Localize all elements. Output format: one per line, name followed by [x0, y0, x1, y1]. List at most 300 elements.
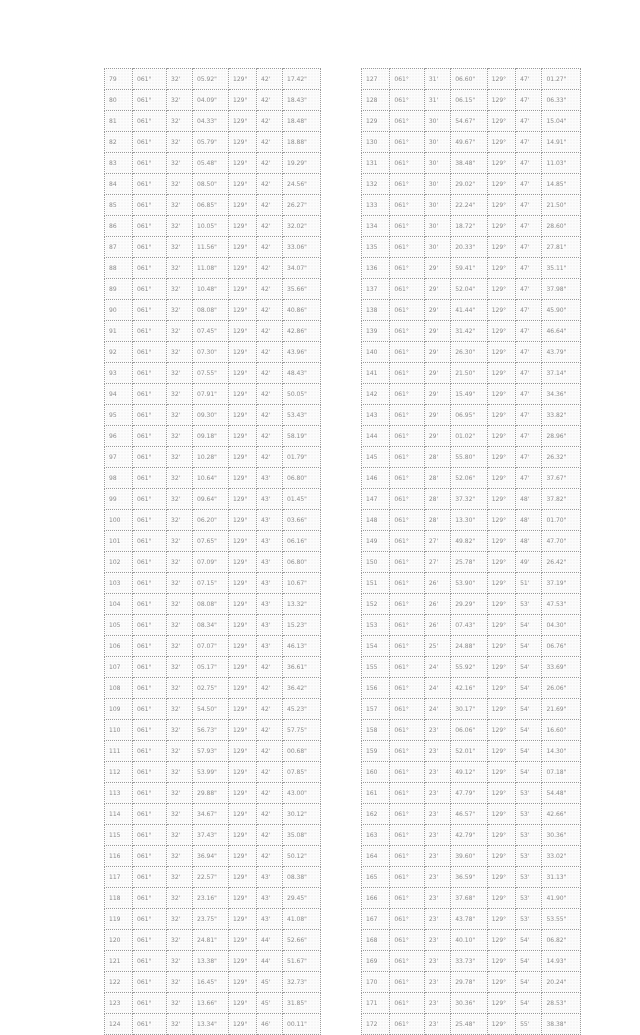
longitude-minutes-cell: 28' [424, 510, 450, 531]
point-number-cell: 132 [362, 174, 390, 195]
table-row [362, 636, 581, 657]
latitude-minutes-cell: 42' [257, 405, 283, 426]
longitude-degrees-cell: 061° [133, 489, 167, 510]
latitude-minutes-cell: 42' [257, 825, 283, 846]
point-number-cell: 151 [362, 573, 390, 594]
table-row [362, 531, 581, 552]
longitude-seconds-cell: 22.24" [451, 195, 488, 216]
latitude-minutes-cell: 42' [257, 804, 283, 825]
point-number-cell: 118 [105, 888, 133, 909]
longitude-seconds-cell: 08.08" [193, 594, 229, 615]
longitude-minutes-cell: 32' [167, 258, 193, 279]
point-number-cell: 143 [362, 405, 390, 426]
longitude-degrees-cell: 061° [133, 783, 167, 804]
latitude-minutes-cell: 47' [516, 90, 542, 111]
latitude-minutes-cell: 48' [516, 510, 542, 531]
longitude-degrees-cell: 061° [133, 573, 167, 594]
longitude-seconds-cell: 06.06" [451, 720, 488, 741]
longitude-seconds-cell: 29.29" [451, 594, 488, 615]
point-number-cell: 119 [105, 909, 133, 930]
table-row [105, 699, 321, 720]
table-row [105, 363, 321, 384]
longitude-minutes-cell: 29' [424, 321, 450, 342]
longitude-seconds-cell: 25.48" [451, 1014, 488, 1035]
latitude-degrees-cell: 129° [487, 531, 515, 552]
latitude-degrees-cell: 129° [229, 279, 257, 300]
longitude-minutes-cell: 27' [424, 552, 450, 573]
longitude-degrees-cell: 061° [133, 195, 167, 216]
longitude-seconds-cell: 06.15" [451, 90, 488, 111]
longitude-degrees-cell: 061° [390, 825, 424, 846]
table-row [105, 615, 321, 636]
table-row [105, 783, 321, 804]
table-row [362, 804, 581, 825]
latitude-degrees-cell: 129° [487, 363, 515, 384]
latitude-degrees-cell: 129° [487, 510, 515, 531]
latitude-degrees-cell: 129° [229, 195, 257, 216]
latitude-minutes-cell: 47' [516, 132, 542, 153]
longitude-seconds-cell: 11.08" [193, 258, 229, 279]
longitude-minutes-cell: 23' [424, 762, 450, 783]
latitude-seconds-cell: 08.38" [283, 867, 321, 888]
table-row [362, 699, 581, 720]
latitude-degrees-cell: 129° [229, 384, 257, 405]
point-number-cell: 117 [105, 867, 133, 888]
point-number-cell: 127 [362, 69, 390, 90]
latitude-degrees-cell: 129° [229, 825, 257, 846]
longitude-seconds-cell: 33.73" [451, 951, 488, 972]
latitude-minutes-cell: 54' [516, 657, 542, 678]
latitude-minutes-cell: 54' [516, 741, 542, 762]
latitude-seconds-cell: 53.43" [283, 405, 321, 426]
longitude-minutes-cell: 32' [167, 993, 193, 1014]
latitude-seconds-cell: 38.38" [542, 1014, 581, 1035]
point-number-cell: 169 [362, 951, 390, 972]
longitude-minutes-cell: 32' [167, 510, 193, 531]
table-row [105, 972, 321, 993]
longitude-degrees-cell: 061° [390, 321, 424, 342]
longitude-seconds-cell: 23.16" [193, 888, 229, 909]
latitude-seconds-cell: 18.88" [283, 132, 321, 153]
longitude-seconds-cell: 09.18" [193, 426, 229, 447]
table-row [105, 384, 321, 405]
latitude-seconds-cell: 50.05" [283, 384, 321, 405]
latitude-seconds-cell: 48.43" [283, 363, 321, 384]
latitude-minutes-cell: 47' [516, 279, 542, 300]
latitude-degrees-cell: 129° [229, 153, 257, 174]
point-number-cell: 104 [105, 594, 133, 615]
longitude-seconds-cell: 30.36" [451, 993, 488, 1014]
longitude-seconds-cell: 25.78" [451, 552, 488, 573]
longitude-minutes-cell: 32' [167, 321, 193, 342]
longitude-degrees-cell: 061° [133, 363, 167, 384]
table-row [362, 363, 581, 384]
table-row [105, 489, 321, 510]
longitude-degrees-cell: 061° [390, 195, 424, 216]
latitude-minutes-cell: 42' [257, 258, 283, 279]
point-number-cell: 100 [105, 510, 133, 531]
latitude-seconds-cell: 53.55" [542, 909, 581, 930]
longitude-degrees-cell: 061° [133, 426, 167, 447]
latitude-degrees-cell: 129° [487, 237, 515, 258]
point-number-cell: 123 [105, 993, 133, 1014]
latitude-degrees-cell: 129° [487, 195, 515, 216]
longitude-seconds-cell: 04.33" [193, 111, 229, 132]
table-row [362, 930, 581, 951]
longitude-degrees-cell: 061° [133, 90, 167, 111]
longitude-minutes-cell: 27' [424, 531, 450, 552]
latitude-minutes-cell: 54' [516, 699, 542, 720]
point-number-cell: 94 [105, 384, 133, 405]
latitude-degrees-cell: 129° [487, 993, 515, 1014]
longitude-minutes-cell: 32' [167, 405, 193, 426]
latitude-seconds-cell: 51.67" [283, 951, 321, 972]
longitude-degrees-cell: 061° [390, 531, 424, 552]
latitude-minutes-cell: 53' [516, 594, 542, 615]
point-number-cell: 120 [105, 930, 133, 951]
latitude-seconds-cell: 18.48" [283, 111, 321, 132]
longitude-minutes-cell: 32' [167, 132, 193, 153]
latitude-seconds-cell: 36.61" [283, 657, 321, 678]
latitude-degrees-cell: 129° [229, 69, 257, 90]
latitude-degrees-cell: 129° [229, 741, 257, 762]
longitude-degrees-cell: 061° [390, 720, 424, 741]
point-number-cell: 163 [362, 825, 390, 846]
longitude-seconds-cell: 08.08" [193, 300, 229, 321]
latitude-minutes-cell: 47' [516, 258, 542, 279]
longitude-degrees-cell: 061° [390, 111, 424, 132]
point-number-cell: 80 [105, 90, 133, 111]
longitude-minutes-cell: 30' [424, 111, 450, 132]
latitude-minutes-cell: 42' [257, 342, 283, 363]
latitude-minutes-cell: 42' [257, 174, 283, 195]
longitude-degrees-cell: 061° [133, 342, 167, 363]
point-number-cell: 89 [105, 279, 133, 300]
latitude-minutes-cell: 42' [257, 762, 283, 783]
point-number-cell: 135 [362, 237, 390, 258]
longitude-seconds-cell: 38.48" [451, 153, 488, 174]
latitude-degrees-cell: 129° [229, 552, 257, 573]
latitude-minutes-cell: 46' [257, 1014, 283, 1035]
longitude-minutes-cell: 32' [167, 384, 193, 405]
latitude-degrees-cell: 129° [229, 363, 257, 384]
longitude-minutes-cell: 32' [167, 300, 193, 321]
point-number-cell: 157 [362, 699, 390, 720]
longitude-seconds-cell: 22.57" [193, 867, 229, 888]
latitude-seconds-cell: 50.12" [283, 846, 321, 867]
longitude-minutes-cell: 24' [424, 678, 450, 699]
point-number-cell: 140 [362, 342, 390, 363]
latitude-seconds-cell: 15.04" [542, 111, 581, 132]
latitude-degrees-cell: 129° [229, 489, 257, 510]
latitude-degrees-cell: 129° [487, 825, 515, 846]
latitude-degrees-cell: 129° [487, 636, 515, 657]
latitude-degrees-cell: 129° [487, 783, 515, 804]
longitude-seconds-cell: 10.28" [193, 447, 229, 468]
table-row [362, 237, 581, 258]
longitude-minutes-cell: 32' [167, 447, 193, 468]
latitude-seconds-cell: 29.45" [283, 888, 321, 909]
point-number-cell: 130 [362, 132, 390, 153]
latitude-degrees-cell: 129° [487, 342, 515, 363]
longitude-minutes-cell: 32' [167, 195, 193, 216]
longitude-degrees-cell: 061° [133, 447, 167, 468]
latitude-degrees-cell: 129° [487, 846, 515, 867]
longitude-seconds-cell: 18.72" [451, 216, 488, 237]
latitude-seconds-cell: 43.79" [542, 342, 581, 363]
latitude-minutes-cell: 42' [257, 300, 283, 321]
longitude-minutes-cell: 29' [424, 258, 450, 279]
longitude-degrees-cell: 061° [390, 237, 424, 258]
latitude-seconds-cell: 06.80" [283, 552, 321, 573]
table-row [362, 594, 581, 615]
longitude-minutes-cell: 26' [424, 594, 450, 615]
table-row [105, 930, 321, 951]
latitude-minutes-cell: 54' [516, 930, 542, 951]
longitude-minutes-cell: 32' [167, 153, 193, 174]
latitude-degrees-cell: 129° [487, 1014, 515, 1035]
latitude-degrees-cell: 129° [229, 720, 257, 741]
latitude-seconds-cell: 03.66" [283, 510, 321, 531]
latitude-seconds-cell: 06.80" [283, 468, 321, 489]
latitude-degrees-cell: 129° [229, 594, 257, 615]
longitude-seconds-cell: 56.73" [193, 720, 229, 741]
longitude-seconds-cell: 47.79" [451, 783, 488, 804]
point-number-cell: 106 [105, 636, 133, 657]
point-number-cell: 116 [105, 846, 133, 867]
longitude-degrees-cell: 061° [390, 741, 424, 762]
latitude-seconds-cell: 30.36" [542, 825, 581, 846]
longitude-seconds-cell: 34.67" [193, 804, 229, 825]
table-row [362, 972, 581, 993]
longitude-degrees-cell: 061° [133, 909, 167, 930]
latitude-seconds-cell: 37.98" [542, 279, 581, 300]
latitude-seconds-cell: 35.11" [542, 258, 581, 279]
latitude-degrees-cell: 129° [487, 174, 515, 195]
latitude-degrees-cell: 129° [487, 909, 515, 930]
longitude-degrees-cell: 061° [390, 699, 424, 720]
latitude-degrees-cell: 129° [487, 615, 515, 636]
point-number-cell: 109 [105, 699, 133, 720]
latitude-seconds-cell: 52.66" [283, 930, 321, 951]
longitude-degrees-cell: 061° [390, 258, 424, 279]
point-number-cell: 154 [362, 636, 390, 657]
longitude-degrees-cell: 061° [133, 951, 167, 972]
table-row [362, 132, 581, 153]
latitude-degrees-cell: 129° [229, 615, 257, 636]
longitude-minutes-cell: 25' [424, 636, 450, 657]
table-row [105, 657, 321, 678]
longitude-seconds-cell: 07.91" [193, 384, 229, 405]
longitude-seconds-cell: 39.60" [451, 846, 488, 867]
latitude-minutes-cell: 54' [516, 678, 542, 699]
latitude-minutes-cell: 43' [257, 552, 283, 573]
table-row [362, 279, 581, 300]
longitude-degrees-cell: 061° [133, 174, 167, 195]
point-number-cell: 84 [105, 174, 133, 195]
point-number-cell: 171 [362, 993, 390, 1014]
latitude-degrees-cell: 129° [229, 657, 257, 678]
latitude-minutes-cell: 43' [257, 615, 283, 636]
latitude-seconds-cell: 16.60" [542, 720, 581, 741]
point-number-cell: 86 [105, 216, 133, 237]
table-row [362, 825, 581, 846]
latitude-seconds-cell: 47.70" [542, 531, 581, 552]
latitude-degrees-cell: 129° [487, 321, 515, 342]
latitude-minutes-cell: 48' [516, 531, 542, 552]
coordinate-table-right-body [362, 69, 581, 1035]
longitude-minutes-cell: 30' [424, 153, 450, 174]
table-row [105, 720, 321, 741]
latitude-minutes-cell: 42' [257, 741, 283, 762]
point-number-cell: 95 [105, 405, 133, 426]
latitude-seconds-cell: 01.79" [283, 447, 321, 468]
point-number-cell: 147 [362, 489, 390, 510]
longitude-seconds-cell: 09.64" [193, 489, 229, 510]
longitude-degrees-cell: 061° [390, 174, 424, 195]
longitude-seconds-cell: 29.88" [193, 783, 229, 804]
latitude-seconds-cell: 19.29" [283, 153, 321, 174]
longitude-seconds-cell: 01.02" [451, 426, 488, 447]
latitude-minutes-cell: 43' [257, 468, 283, 489]
longitude-minutes-cell: 23' [424, 951, 450, 972]
latitude-degrees-cell: 129° [229, 321, 257, 342]
latitude-minutes-cell: 42' [257, 363, 283, 384]
latitude-minutes-cell: 43' [257, 594, 283, 615]
latitude-degrees-cell: 129° [487, 216, 515, 237]
latitude-degrees-cell: 129° [229, 405, 257, 426]
longitude-degrees-cell: 061° [390, 783, 424, 804]
longitude-minutes-cell: 32' [167, 279, 193, 300]
longitude-seconds-cell: 04.09" [193, 90, 229, 111]
point-number-cell: 152 [362, 594, 390, 615]
longitude-degrees-cell: 061° [390, 468, 424, 489]
longitude-seconds-cell: 06.95" [451, 405, 488, 426]
latitude-seconds-cell: 26.06" [542, 678, 581, 699]
latitude-minutes-cell: 43' [257, 510, 283, 531]
latitude-minutes-cell: 42' [257, 279, 283, 300]
longitude-seconds-cell: 53.99" [193, 762, 229, 783]
latitude-minutes-cell: 43' [257, 489, 283, 510]
latitude-degrees-cell: 129° [487, 300, 515, 321]
latitude-degrees-cell: 129° [487, 867, 515, 888]
longitude-degrees-cell: 061° [390, 510, 424, 531]
latitude-degrees-cell: 129° [487, 699, 515, 720]
longitude-degrees-cell: 061° [390, 594, 424, 615]
latitude-seconds-cell: 14.85" [542, 174, 581, 195]
latitude-minutes-cell: 42' [257, 657, 283, 678]
longitude-seconds-cell: 05.92" [193, 69, 229, 90]
longitude-minutes-cell: 23' [424, 909, 450, 930]
latitude-seconds-cell: 14.93" [542, 951, 581, 972]
point-number-cell: 91 [105, 321, 133, 342]
longitude-seconds-cell: 10.48" [193, 279, 229, 300]
table-row [105, 846, 321, 867]
point-number-cell: 128 [362, 90, 390, 111]
longitude-minutes-cell: 32' [167, 552, 193, 573]
longitude-degrees-cell: 061° [390, 447, 424, 468]
table-row [362, 384, 581, 405]
longitude-seconds-cell: 23.75" [193, 909, 229, 930]
point-number-cell: 99 [105, 489, 133, 510]
longitude-seconds-cell: 37.43" [193, 825, 229, 846]
latitude-minutes-cell: 47' [516, 447, 542, 468]
longitude-minutes-cell: 32' [167, 489, 193, 510]
point-number-cell: 141 [362, 363, 390, 384]
longitude-minutes-cell: 23' [424, 1014, 450, 1035]
longitude-minutes-cell: 29' [424, 279, 450, 300]
longitude-degrees-cell: 061° [390, 300, 424, 321]
longitude-minutes-cell: 28' [424, 489, 450, 510]
longitude-minutes-cell: 32' [167, 216, 193, 237]
latitude-minutes-cell: 42' [257, 426, 283, 447]
longitude-degrees-cell: 061° [390, 930, 424, 951]
longitude-minutes-cell: 32' [167, 111, 193, 132]
longitude-minutes-cell: 23' [424, 867, 450, 888]
longitude-minutes-cell: 23' [424, 825, 450, 846]
table-row [105, 594, 321, 615]
latitude-seconds-cell: 24.56" [283, 174, 321, 195]
longitude-minutes-cell: 30' [424, 195, 450, 216]
longitude-seconds-cell: 06.60" [451, 69, 488, 90]
latitude-seconds-cell: 00.11" [283, 1014, 321, 1035]
longitude-degrees-cell: 061° [133, 552, 167, 573]
longitude-minutes-cell: 32' [167, 804, 193, 825]
longitude-minutes-cell: 29' [424, 405, 450, 426]
latitude-degrees-cell: 129° [229, 111, 257, 132]
table-row [362, 573, 581, 594]
latitude-degrees-cell: 129° [487, 111, 515, 132]
table-row [362, 111, 581, 132]
latitude-seconds-cell: 33.02" [542, 846, 581, 867]
latitude-degrees-cell: 129° [229, 783, 257, 804]
latitude-minutes-cell: 54' [516, 762, 542, 783]
point-number-cell: 144 [362, 426, 390, 447]
latitude-seconds-cell: 21.50" [542, 195, 581, 216]
longitude-seconds-cell: 07.65" [193, 531, 229, 552]
longitude-minutes-cell: 32' [167, 909, 193, 930]
latitude-minutes-cell: 47' [516, 363, 542, 384]
latitude-minutes-cell: 47' [516, 237, 542, 258]
longitude-minutes-cell: 23' [424, 804, 450, 825]
latitude-minutes-cell: 47' [516, 300, 542, 321]
longitude-seconds-cell: 16.45" [193, 972, 229, 993]
table-row [105, 300, 321, 321]
latitude-minutes-cell: 54' [516, 720, 542, 741]
point-number-cell: 129 [362, 111, 390, 132]
point-number-cell: 97 [105, 447, 133, 468]
table-row [362, 615, 581, 636]
latitude-minutes-cell: 43' [257, 636, 283, 657]
latitude-seconds-cell: 00.68" [283, 741, 321, 762]
longitude-seconds-cell: 54.67" [451, 111, 488, 132]
table-row [105, 426, 321, 447]
latitude-minutes-cell: 42' [257, 111, 283, 132]
table-row [362, 300, 581, 321]
longitude-seconds-cell: 08.50" [193, 174, 229, 195]
point-number-cell: 165 [362, 867, 390, 888]
longitude-minutes-cell: 32' [167, 426, 193, 447]
table-row [105, 741, 321, 762]
longitude-degrees-cell: 061° [133, 69, 167, 90]
latitude-degrees-cell: 129° [229, 951, 257, 972]
longitude-degrees-cell: 061° [133, 699, 167, 720]
latitude-minutes-cell: 43' [257, 888, 283, 909]
longitude-degrees-cell: 061° [390, 615, 424, 636]
latitude-degrees-cell: 129° [487, 489, 515, 510]
latitude-degrees-cell: 129° [229, 867, 257, 888]
latitude-minutes-cell: 47' [516, 405, 542, 426]
